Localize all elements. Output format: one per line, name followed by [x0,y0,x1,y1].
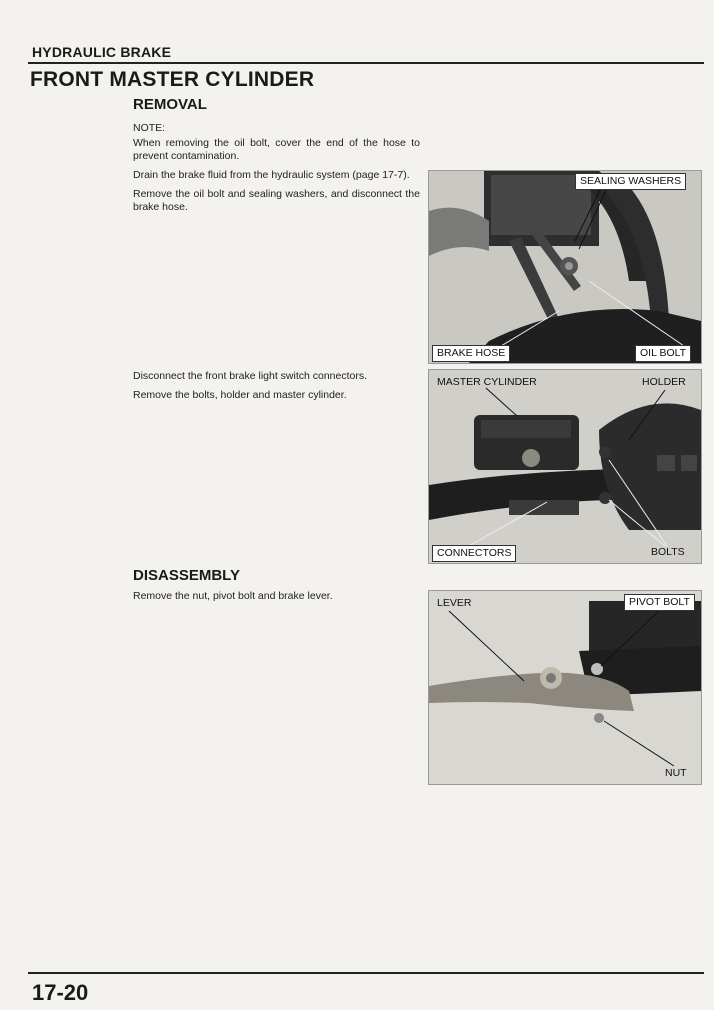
figure-oil-bolt-illustration [429,171,701,363]
label-bolts: BOLTS [651,546,685,558]
removal-text-block-2 [133,370,420,408]
note-text: When removing the oil bolt, cover the end of the hose to prevent contamination. [133,137,420,162]
figure-brake-lever [428,590,702,785]
removal-text-block [133,122,420,220]
page-number: 17-20 [32,980,89,1005]
label-connectors: CONNECTORS [432,545,516,562]
header-rule [28,62,704,64]
figure-master-cylinder [428,369,702,564]
removal-heading: REMOVAL [133,96,207,113]
label-lever: LEVER [437,597,472,609]
section-header: HYDRAULIC BRAKE [32,44,172,60]
label-pivot-bolt: PIVOT BOLT [624,594,695,611]
label-master-cylinder: MASTER CYLINDER [437,376,537,388]
page-title: FRONT MASTER CYLINDER [30,68,315,91]
label-brake-hose: BRAKE HOSE [432,345,510,362]
disassembly-text [133,590,420,609]
removal-step-connectors: Disconnect the front brake light switch connectors. [133,370,368,382]
note-label: NOTE: [133,122,166,134]
figure-master-cylinder-illustration [429,370,701,563]
removal-step-holder: Remove the bolts, holder and master cylinder. [133,389,347,401]
label-holder: HOLDER [642,376,686,388]
disassembly-step-lever: Remove the nut, pivot bolt and brake lever. [133,590,333,602]
removal-step-oil-bolt: Remove the oil bolt and sealing washers, and disconnect the brake hose. [133,188,420,213]
figure-brake-lever-illustration [429,591,701,784]
label-nut: NUT [665,767,687,779]
disassembly-heading: DISASSEMBLY [133,567,240,584]
label-oil-bolt: OIL BOLT [635,345,691,362]
footer-rule [28,972,704,974]
label-sealing-washers: SEALING WASHERS [575,173,686,190]
figure-oil-bolt [428,170,702,364]
removal-step-drain: Drain the brake fluid from the hydraulic system (page 17-7). [133,169,410,181]
